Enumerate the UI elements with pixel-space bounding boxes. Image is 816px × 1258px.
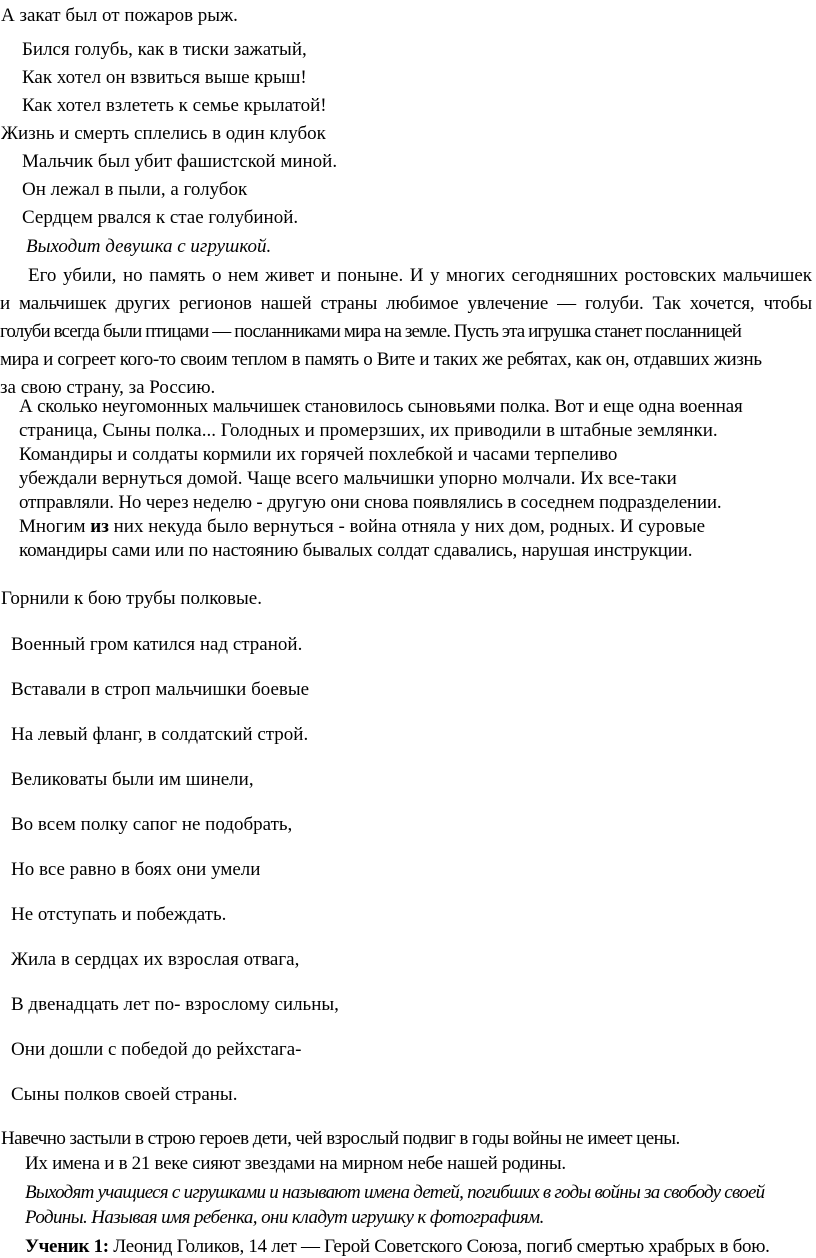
para2-line-6 bbox=[19, 516, 743, 538]
para1-line-1: Его убили, но память о нем живет и поныне. И у многих сегодняшних ростовских мальчишек bbox=[28, 265, 812, 286]
para1-line-3: голуби всегда были птицами — посланниками мира на земле. Пусть эта игрушка станет посланницей bbox=[0, 321, 742, 342]
para2-line-5: отправляли. Но через неделю - другую они снова появлялись в соседнем подразделении. bbox=[19, 492, 722, 513]
poem1-line-6: Мальчик был убит фашистской миной. bbox=[22, 151, 338, 172]
poem1-line-2: Бился голубь, как в тиски зажатый, bbox=[22, 39, 307, 60]
poem2-line-7: Не отступать и побеждать. bbox=[11, 904, 227, 925]
poem2-line-4: Великоваты были им шинели, bbox=[11, 769, 254, 790]
poem1-line-1: А закат был от пожаров рыж. bbox=[1, 5, 238, 26]
para3-line-1: Навечно застыли в строю героев дети, чей взрослый подвиг в годы войны не имеет цены. bbox=[1, 1128, 680, 1149]
para2-line-6-pre: Многим bbox=[19, 516, 91, 537]
para2-line-2: страница, Сыны полка... Голодных и промерзших, их приводили в штабные землянки. bbox=[19, 420, 718, 441]
poem2-line-5: Во всем полку сапог не подобрать, bbox=[11, 814, 293, 835]
para1-line-5: за свою страну, за Россию. bbox=[0, 377, 216, 398]
poem2-line-9: В двенадцать лет по- взрослому сильны, bbox=[11, 994, 339, 1015]
para2-line-3: Командиры и солдаты кормили их горячей похлебкой и часами терпеливо bbox=[19, 444, 618, 465]
stage-direction-1: Выходит девушка с игрушкой. bbox=[26, 236, 272, 257]
para1-line-2: и мальчишек других регионов нашей страны любимое увлечение — голуби. Так хочется, чтобы bbox=[0, 293, 812, 314]
stage-direction-2-line-1: Выходят учащиеся с игрушками и называют имена детей, погибших в годы войны за свободу своей bbox=[25, 1182, 765, 1203]
poem1-line-5: Жизнь и смерть сплелись в один клубок bbox=[1, 123, 326, 144]
poem2-line-2: Вставали в строп мальчишки боевые bbox=[11, 679, 310, 700]
para2-line-7: командиры сами или по настоянию бывалых солдат сдавались, нарушая инструкции. bbox=[19, 540, 693, 561]
para2-line-6-bold: из bbox=[90, 516, 109, 537]
poem2-line-3: На левый фланг, в солдатский строй. bbox=[11, 724, 309, 745]
poem2-title: Горнили к бою трубы полковые. bbox=[1, 588, 262, 609]
poem2-line-11: Сыны полков своей страны. bbox=[11, 1084, 238, 1105]
poem1-line-8: Сердцем рвался к стае голубиной. bbox=[22, 207, 299, 228]
paragraph-2 bbox=[19, 396, 743, 562]
para2-line-6-post: них некуда было вернуться - война отняла у них дом, родных. И суровые bbox=[108, 516, 706, 537]
paragraph-1 bbox=[0, 265, 812, 399]
student-1-line bbox=[25, 1236, 770, 1258]
poem2-line-8: Жила в сердцах их взрослая отвага, bbox=[11, 949, 300, 970]
poem1-line-4: Как хотел взлететь к семье крылатой! bbox=[22, 95, 327, 116]
student-1-text: Леонид Голиков, 14 лет — Герой Советского Союза, погиб смертью храбрых в бою. bbox=[108, 1236, 770, 1257]
para3-line-2: Их имена и в 21 веке сияют звездами на мирном небе нашей родины. bbox=[25, 1153, 566, 1174]
poem1-line-3: Как хотел он взвиться выше крыш! bbox=[22, 67, 307, 88]
para2-line-4: убеждали вернуться домой. Чаще всего мальчишки упорно молчали. Их все-таки bbox=[19, 468, 677, 489]
poem2-line-10: Они дошли с победой до рейхстага- bbox=[11, 1039, 302, 1060]
student-1-label: Ученик 1: bbox=[25, 1236, 109, 1257]
stage-direction-2-line-2: Родины. Называя имя ребенка, они кладут игрушку к фотографиям. bbox=[25, 1207, 544, 1228]
poem2-line-6: Но все равно в боях они умели bbox=[11, 859, 261, 880]
para1-line-4: мира и согреет кого-то своим теплом в память о Вите и таких же ребятах, как он, отдавших жизнь bbox=[0, 349, 762, 370]
para2-line-1: А сколько неугомонных мальчишек становилось сыновьями полка. Вот и еще одна военная bbox=[19, 396, 743, 417]
poem2-line-1: Военный гром катился над страной. bbox=[11, 634, 303, 655]
poem1-line-7: Он лежал в пыли, а голубок bbox=[22, 179, 248, 200]
